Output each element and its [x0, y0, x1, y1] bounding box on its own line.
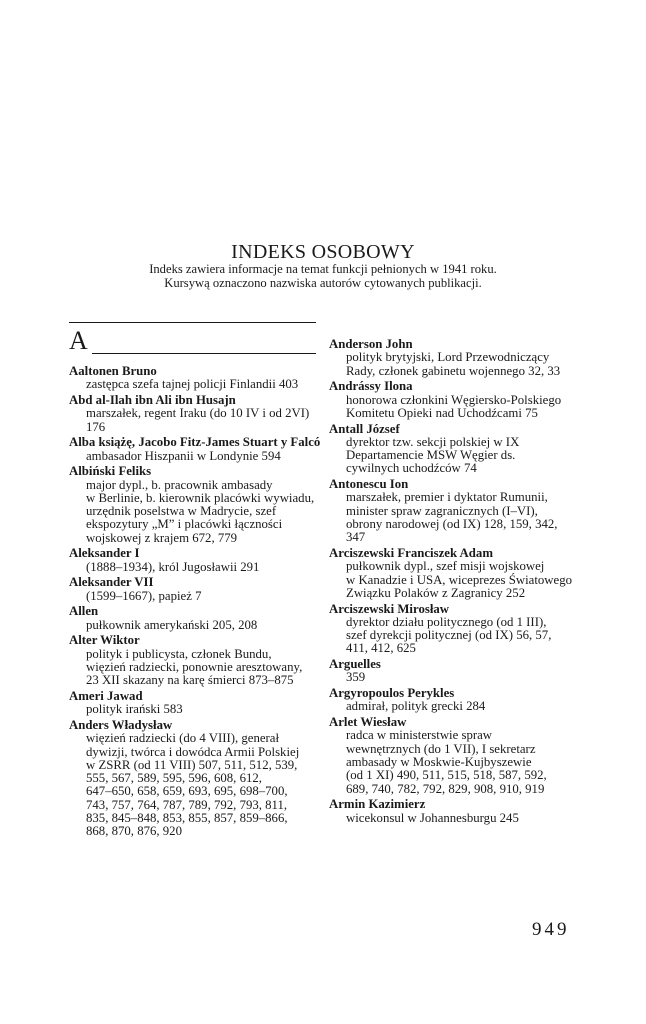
entry-line: urzędnik poselstwa w Madrycie, szef [86, 504, 277, 519]
entry-name: Albiński Feliks [69, 464, 152, 479]
index-entry [329, 477, 579, 544]
entry-name: Antall József [329, 421, 400, 436]
entry-name: Arciszewski Franciszek Adam [329, 546, 493, 561]
index-column-right [329, 337, 579, 826]
entry-line: pułkownik amerykański 205, 208 [86, 617, 258, 632]
index-entry [329, 715, 579, 796]
entry-line: 743, 757, 764, 787, 789, 792, 793, 811, [86, 797, 288, 812]
entry-line: marszałek, premier i dyktator Rumunii, [346, 490, 548, 505]
entry-name: Allen [69, 604, 99, 619]
entry-line: dyrektor działu politycznego (od 1 III), [346, 614, 547, 629]
entry-line: 689, 740, 782, 792, 829, 908, 910, 919 [346, 781, 545, 796]
entry-description [69, 732, 319, 838]
entry-name: Anders Władysław [69, 718, 173, 733]
entry-line: admirał, polityk grecki 284 [346, 699, 486, 714]
entry-name: Arguelles [329, 657, 381, 672]
entry-name: Armin Kazimierz [329, 797, 426, 812]
index-entry [69, 464, 319, 545]
entry-line: obrony narodowej (od IX) 128, 159, 342, [346, 516, 558, 531]
entry-line: 347 [346, 530, 366, 545]
entry-line: więzień radziecki (do 4 VIII), generał [86, 731, 280, 746]
entry-description [69, 703, 319, 716]
entry-description [69, 561, 319, 574]
index-entry [69, 393, 319, 434]
entry-name: Arciszewski Mirosław [329, 601, 450, 616]
entry-line: w ZSRR (od 11 VIII) 507, 511, 512, 539, [86, 757, 298, 772]
entry-description [69, 378, 319, 391]
entry-line: major dypl., b. pracownik ambasady [86, 477, 273, 492]
entry-line: honorowa członkini Węgiersko-Polskiego [346, 392, 562, 407]
index-entry [329, 797, 579, 825]
entry-line: (1888–1934), król Jugosławii 291 [86, 559, 260, 574]
entry-line: więzień radziecki, ponownie aresztowany, [86, 659, 303, 674]
entry-line: polityk irański 583 [86, 702, 183, 717]
entry-line: ambasady w Moskwie-Kujbyszewie [346, 755, 532, 770]
section-letter: A [69, 326, 88, 355]
entry-line: (1599–1667), papież 7 [86, 588, 202, 603]
entry-line: ambasador Hiszpanii w Londynie 594 [86, 448, 281, 463]
entry-name: Ameri Jawad [69, 689, 143, 704]
entry-description [329, 812, 579, 825]
entry-line: (od 1 XI) 490, 511, 515, 518, 587, 592, [346, 768, 547, 783]
entry-name: Argyropoulos Perykles [329, 686, 455, 701]
entry-description [69, 479, 319, 545]
entry-line: radca w ministerstwie spraw [346, 728, 493, 743]
entry-description [69, 648, 319, 688]
section-letter-heading [69, 322, 316, 357]
entry-line: marszałek, regent Iraku (do 10 IV i od 2VI) [86, 406, 310, 421]
index-entry [69, 546, 319, 574]
entry-description [329, 700, 579, 713]
entry-description [329, 491, 579, 544]
entry-line: szef dyrekcji politycznej (od IX) 56, 57, [346, 628, 552, 643]
entry-line: dyrektor tzw. sekcji polskiej w IX [346, 434, 520, 449]
page-title: INDEKS OSOBOWY [231, 241, 415, 263]
entry-description [329, 671, 579, 684]
entry-line: Komitetu Opieki nad Uchodźcami 75 [346, 405, 538, 420]
index-entry [329, 602, 579, 656]
entry-name: Antonescu Ion [329, 477, 409, 492]
page-number: 949 [532, 919, 570, 940]
entry-line: w Berlinie, b. kierownik placówki wywiadu, [86, 490, 315, 505]
index-entry [69, 364, 319, 392]
entry-description [69, 450, 319, 463]
entry-name: Alter Wiktor [69, 633, 140, 648]
entry-line: Departamencie MSW Węgier ds. [346, 448, 516, 463]
index-entry [69, 689, 319, 717]
entry-name: Aleksander I [69, 546, 140, 561]
entry-name: Alba książę, Jacobo Fitz-James Stuart y Falcó [69, 435, 321, 450]
section-rule [92, 353, 316, 354]
index-entry [329, 422, 579, 476]
entry-description [69, 619, 319, 632]
entry-name: Arlet Wiesław [329, 715, 407, 730]
entry-line: polityk brytyjski, Lord Przewodniczący [346, 350, 550, 365]
index-entry [329, 546, 579, 600]
entry-description [329, 436, 579, 476]
index-entry [69, 718, 319, 839]
entry-line: Rady, członek gabinetu wojennego 32, 33 [346, 363, 561, 378]
entry-line: 23 XII skazany na karę śmierci 873–875 [86, 673, 294, 688]
entry-description [69, 407, 319, 434]
index-entry [69, 435, 319, 463]
entry-line: cywilnych uchodźców 74 [346, 461, 477, 476]
entry-line: ekspozytury „M” i placówki łączności [86, 517, 283, 532]
entry-description [329, 394, 579, 421]
entry-line: 359 [346, 670, 366, 685]
subtitle-line: Indeks zawiera informacje na temat funkcji pełnionych w 1941 roku. [149, 262, 497, 276]
entry-line: wewnętrznych (do 1 VII), I sekretarz [346, 741, 536, 756]
entry-name: Anderson John [329, 337, 413, 351]
entry-line: pułkownik dypl., szef misji wojskowej [346, 559, 545, 574]
entry-line: minister spraw zagranicznych (I–VI), [346, 503, 538, 518]
entry-name: Abd al-Ilah ibn Ali ibn Husajn [69, 393, 236, 407]
index-entry [329, 337, 579, 378]
index-entry [329, 657, 579, 685]
entry-line: 176 [86, 419, 106, 434]
entry-line: 647–650, 658, 659, 693, 695, 698–700, [86, 784, 288, 799]
index-entry [329, 686, 579, 714]
entry-line: w Kanadzie i USA, wiceprezes Światowego [346, 572, 573, 587]
entry-line: 555, 567, 589, 595, 596, 608, 612, [86, 771, 262, 786]
entry-line: zastępca szefa tajnej policji Finlandii 403 [86, 377, 299, 392]
entry-line: 411, 412, 625 [346, 641, 416, 656]
entry-description [329, 351, 579, 378]
index-entry [69, 633, 319, 687]
entry-line: dywizji, twórca i dowódca Armii Polskiej [86, 744, 300, 759]
index-entry [69, 575, 319, 603]
entry-description [329, 616, 579, 656]
index-column-left [69, 364, 319, 840]
entry-line: 835, 845–848, 853, 855, 857, 859–866, [86, 811, 288, 826]
entry-name: Andrássy Ilona [329, 379, 413, 394]
entry-line: Związku Polaków z Zagranicy 252 [346, 585, 526, 600]
entry-line: 868, 870, 876, 920 [86, 824, 182, 839]
subtitle-line: Kursywą oznaczono nazwiska autorów cytowanych publikacji. [164, 276, 482, 290]
entry-description [329, 729, 579, 795]
index-entry [329, 379, 579, 420]
entry-name: Aleksander VII [69, 575, 154, 590]
entry-description [69, 590, 319, 603]
index-entry [69, 604, 319, 632]
entry-description [329, 560, 579, 600]
entry-line: wojskowej z krajem 672, 779 [86, 530, 238, 545]
entry-name: Aaltonen Bruno [69, 364, 157, 378]
entry-line: wicekonsul w Johannesburgu 245 [346, 810, 519, 825]
entry-line: polityk i publicysta, członek Bundu, [86, 646, 272, 661]
